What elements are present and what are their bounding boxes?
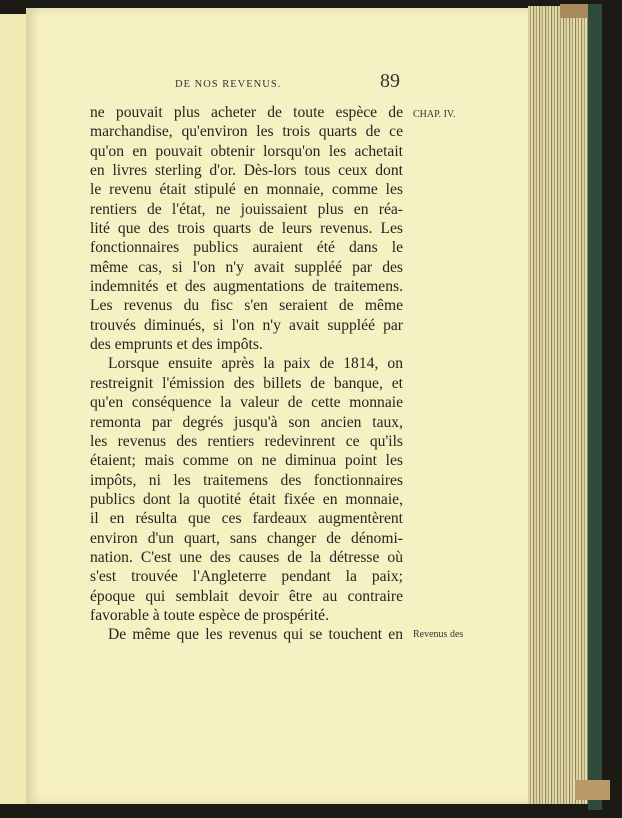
text-line: même cas, si l'on n'y avait suppléé par des	[90, 258, 403, 276]
text-line: qu'on en pouvait obtenir lorsqu'on les achetait	[90, 142, 403, 160]
text-line: marchandise, qu'environ les trois quarts de ce	[90, 123, 403, 141]
text-line: remonta par degrés jusqu'à son ancien taux,	[90, 413, 403, 431]
text-line: publics dont la quotité était fixée en monnaie,	[90, 490, 403, 508]
text-line: ne pouvait plus acheter de toute espèce de	[90, 104, 403, 121]
text-line: nation. C'est une des causes de la détresse où	[90, 548, 403, 566]
text-line: trouvés diminués, si l'on n'y avait suppléé par	[90, 316, 403, 334]
text-line: les revenus des rentiers redevinrent ce qu'ils	[90, 432, 403, 450]
text-line: il en résulta que ces fardeaux augmentèrent	[90, 510, 403, 528]
margin-note-revenus: Revenus des	[413, 629, 464, 640]
text-line: époque qui semblait devoir être au contraire	[90, 587, 403, 605]
text-line: restreignit l'émission des billets de banque, et	[90, 374, 403, 392]
text-line: environ d'un quart, sans changer de dénomi-	[90, 529, 403, 547]
text-line: s'est trouvée l'Angleterre pendant la paix;	[90, 568, 403, 586]
running-head: DE NOS REVENUS.	[175, 79, 282, 90]
facing-page-edge	[0, 14, 29, 804]
page-number: 89	[380, 70, 400, 92]
text-line: étaient; mais comme on ne diminua point les	[90, 452, 403, 470]
text-line: des emprunts et des impôts.	[90, 336, 263, 354]
text-line: impôts, ni les traitemens des fonctionnaires	[90, 471, 403, 489]
text-line: fonctionnaires publics auraient été dans le	[90, 239, 403, 257]
text-line: indemnités et des augmentations de traitemens.	[90, 278, 403, 296]
binding-corner-bottom	[575, 780, 610, 800]
text-line: lité que des trois quarts de leurs revenus. Les	[90, 220, 403, 238]
text-line: qu'en conséquence la valeur de cette monnaie	[90, 394, 403, 412]
text-line: Lorsque ensuite après la paix de 1814, on	[108, 355, 403, 373]
text-line: Les revenus du fisc s'en seraient de même	[90, 297, 403, 315]
text-line: en livres sterling d'or. Dès-lors tous ceux dont	[90, 162, 403, 180]
page-edges	[528, 6, 590, 804]
book-spine	[588, 4, 602, 810]
text-line: favorable à toute espèce de prospérité.	[90, 606, 329, 624]
text-line: De même que les revenus qui se touchent en	[108, 626, 403, 644]
text-line: rentiers de l'état, ne jouissaient plus en réa-	[90, 200, 403, 218]
text-line: le revenu était stipulé en monnaie, comme les	[90, 181, 403, 199]
body-text	[90, 103, 403, 645]
margin-note-chapter: CHAP. IV.	[413, 109, 456, 120]
